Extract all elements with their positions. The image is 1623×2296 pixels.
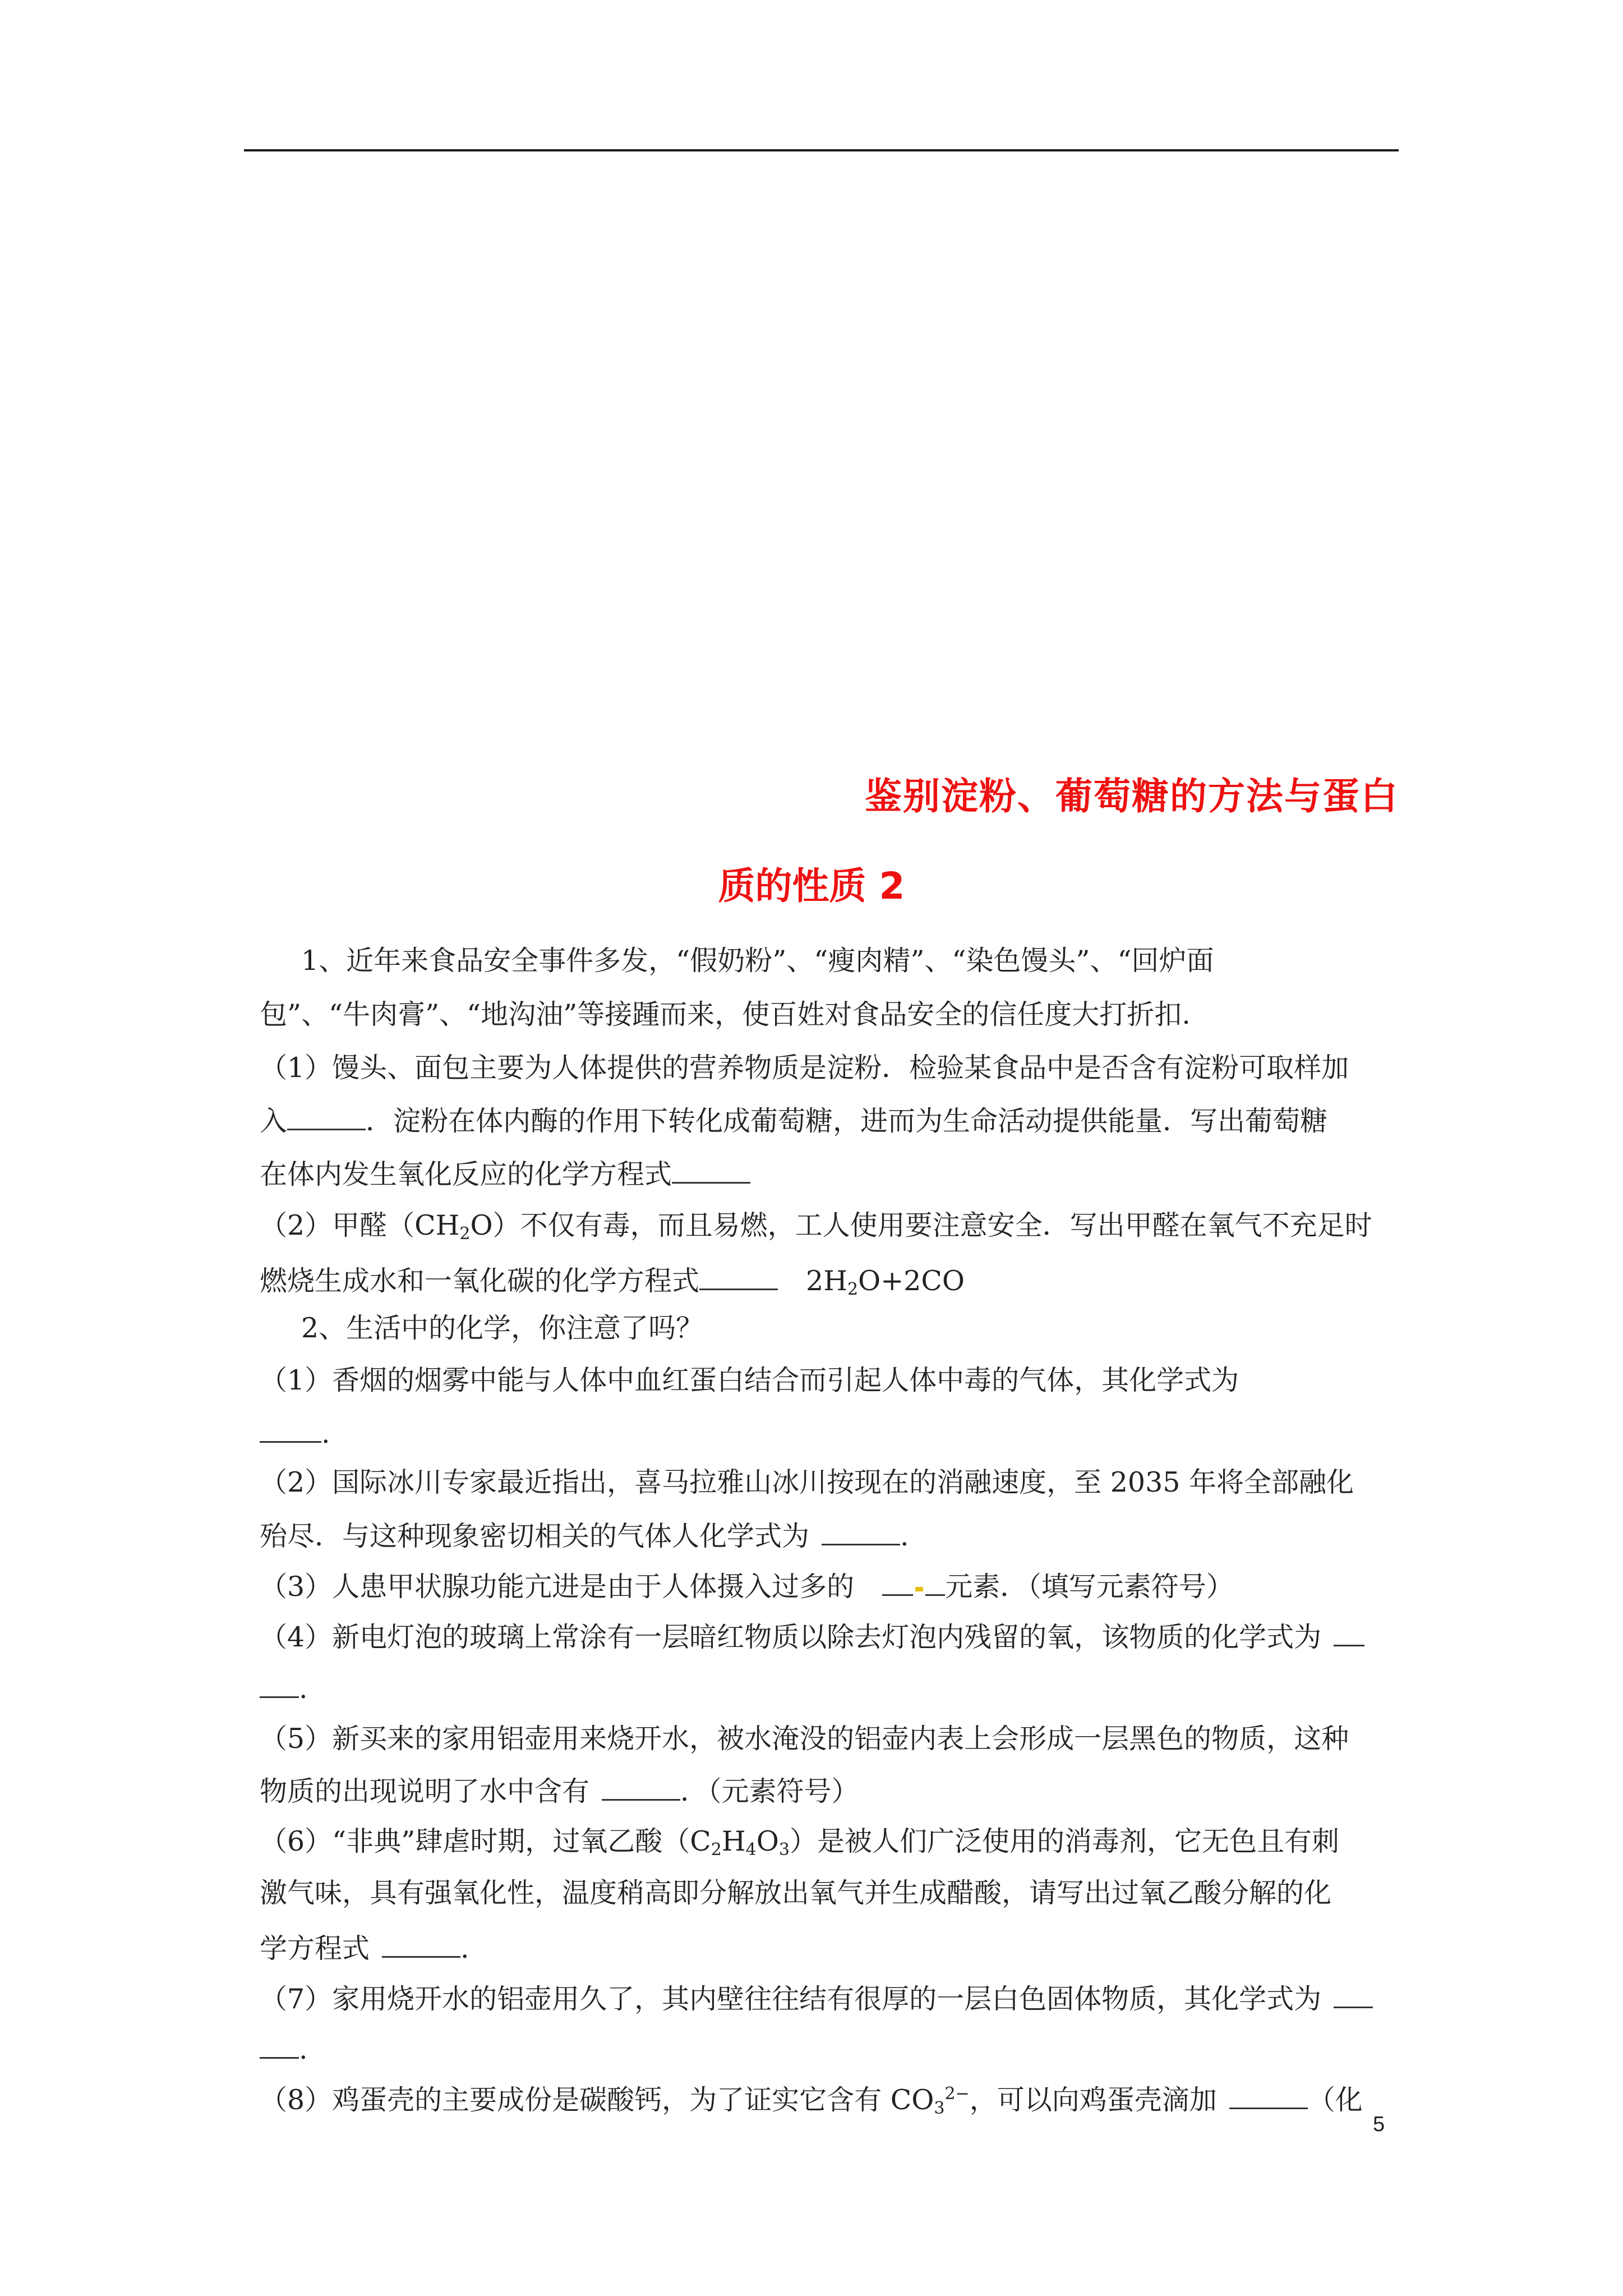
q2-item8-tail: （化 — [1307, 2084, 1363, 2116]
q1-part1-prefix: 入 — [260, 1105, 288, 1137]
q2-item1-line-1: （1）香烟的烟雾中能与人体中血红蛋白结合而引起人体中毒的气体，其化学式为 — [260, 1364, 1239, 1396]
answer-blank[interactable] — [699, 1264, 778, 1290]
answer-blank[interactable] — [260, 1672, 299, 1698]
q2-item6-question: 学方程式 — [260, 1932, 370, 1964]
punctuation: . — [321, 1418, 330, 1450]
document-title-line-2: 质的性质 2 — [718, 864, 905, 908]
q1-part1-line-1: （1）馒头、面包主要为人体提供的营养物质是淀粉．检验某食品中是否含有淀粉可取样加 — [260, 1052, 1349, 1084]
q2-item8-prefix: （8）鸡蛋壳的主要成份是碳酸钙，为了证实它含有 CO — [260, 2084, 934, 2116]
q2-item4-line-2 — [260, 1672, 308, 1703]
q2-item2-question: 殆尽．与这种现象密切相关的气体人化学式为 — [260, 1520, 810, 1552]
q1-part2-question: 燃烧生成水和一氧化碳的化学方程式 — [260, 1265, 700, 1297]
answer-blank[interactable] — [602, 1774, 680, 1801]
q1-part1-question: 在体内发生氧化反应的化学方程式 — [260, 1158, 672, 1190]
q1-intro-line-1: 1、近年来食品安全事件多发，“假奶粉”、“瘦肉精”、“染色馒头”、“回炉面 — [301, 945, 1214, 977]
subscript: 2 — [847, 1280, 859, 1299]
q1-part2-line-2 — [260, 1264, 965, 1298]
q2-intro: 2、生活中的化学，你注意了吗？ — [301, 1312, 704, 1344]
subscript: 3 — [778, 1840, 790, 1860]
q2-item1-line-2 — [260, 1416, 330, 1450]
subscript: 4 — [745, 1840, 757, 1860]
q2-item5-line-2 — [260, 1774, 859, 1805]
q2-item2-line-1: （2）国际冰川专家最近指出，喜马拉雅山冰川按现在的消融速度，至 2035 年将全部融化 — [260, 1466, 1354, 1498]
answer-blank[interactable] — [287, 1104, 366, 1130]
punctuation: . — [900, 1520, 909, 1552]
q2-item6-text: ）是被人们广泛使用的消毒剂，它无色且有刺 — [789, 1825, 1339, 1857]
answer-blank[interactable] — [882, 1570, 913, 1596]
q2-item4-question: （4）新电灯泡的玻璃上常涂有一层暗红物质以除去灯泡内残留的氧，该物质的化学式为 — [260, 1621, 1322, 1653]
answer-blank[interactable] — [382, 1931, 460, 1958]
subscript: 2 — [459, 1224, 471, 1244]
formula-text: O — [756, 1825, 779, 1857]
q2-item5-line-1: （5）新买来的家用铝壶用来烧开水，被水淹没的铝壶内表上会形成一层黑色的物质，这种 — [260, 1723, 1349, 1755]
formula-text: H — [721, 1825, 746, 1857]
answer-blank[interactable] — [672, 1157, 750, 1184]
answer-blank[interactable] — [1334, 1982, 1373, 2008]
answer-blank[interactable] — [260, 2032, 299, 2059]
q2-item6-line-2: 激气味，具有强氧化性，温度稍高即分解放出氧气并生成醋酸，请写出过氧乙酸分解的化 — [260, 1877, 1332, 1909]
page-number: 5 — [1373, 2113, 1385, 2136]
answer-blank[interactable] — [822, 1519, 900, 1545]
q2-item7-line-2 — [260, 2032, 308, 2063]
q1-part1-line-3 — [260, 1157, 750, 1188]
q2-item6-prefix: （6）“非典”肆虐时期，过氧乙酸（C — [260, 1825, 711, 1857]
punctuation: . — [299, 1673, 308, 1705]
formula-text: O+2CO — [858, 1265, 965, 1297]
subscript: 3 — [934, 2099, 945, 2118]
answer-blank[interactable] — [925, 1570, 945, 1596]
answer-blank[interactable] — [1229, 2083, 1308, 2109]
answer-blank[interactable] — [1334, 1620, 1364, 1646]
q1-intro-line-2: 包”、“牛肉膏”、“地沟油”等接踵而来，使百姓对食品安全的信任度大打折扣. — [260, 999, 1191, 1030]
document-title-line-1: 鉴别淀粉、葡萄糖的方法与蛋白 — [865, 775, 1399, 818]
q2-item8-line-1 — [260, 2083, 1363, 2117]
q1-part2-text: O）不仅有毒，而且易燃，工人使用要注意安全．写出甲醛在氧气不充足时 — [470, 1209, 1372, 1241]
punctuation: . — [299, 2033, 308, 2065]
superscript: 2− — [944, 2084, 970, 2104]
q2-item8-text: ，可以向鸡蛋壳滴加 — [969, 2084, 1217, 2116]
q2-item3-text: 元素．（填写元素符号） — [945, 1571, 1234, 1603]
q2-item6-line-3 — [260, 1931, 469, 1962]
punctuation: . — [460, 1932, 469, 1964]
q2-item5-note: ．（元素符号） — [680, 1775, 859, 1807]
q1-part1-text: ．淀粉在体内酶的作用下转化成葡萄糖，进而为生命活动提供能量．写出葡萄糖 — [366, 1105, 1328, 1137]
q2-item3-question: （3）人患甲状腺功能亢进是由于人体摄入过多的 — [260, 1571, 855, 1603]
subscript: 2 — [711, 1840, 722, 1860]
q2-item7-question: （7）家用烧开水的铝壶用久了，其内壁往往结有很厚的一层白色固体物质，其化学式为 — [260, 1983, 1322, 2015]
header-rule — [244, 149, 1399, 151]
q2-item6-line-1 — [260, 1825, 1339, 1860]
q2-item3 — [260, 1570, 1234, 1603]
q1-part2-line-1 — [260, 1209, 1372, 1244]
equation-fragment — [806, 1265, 965, 1297]
q2-item4-line-1 — [260, 1620, 1364, 1651]
answer-blank[interactable] — [260, 1416, 321, 1443]
highlight-mark — [915, 1587, 923, 1591]
formula-text: 2H — [806, 1265, 847, 1297]
q2-item5-question: 物质的出现说明了水中含有 — [260, 1775, 590, 1807]
q1-part2-prefix: （2）甲醛（CH — [260, 1209, 460, 1241]
q2-item2-line-2 — [260, 1519, 909, 1550]
q2-item7-line-1 — [260, 1982, 1373, 2013]
q1-part1-line-2 — [260, 1104, 1327, 1135]
